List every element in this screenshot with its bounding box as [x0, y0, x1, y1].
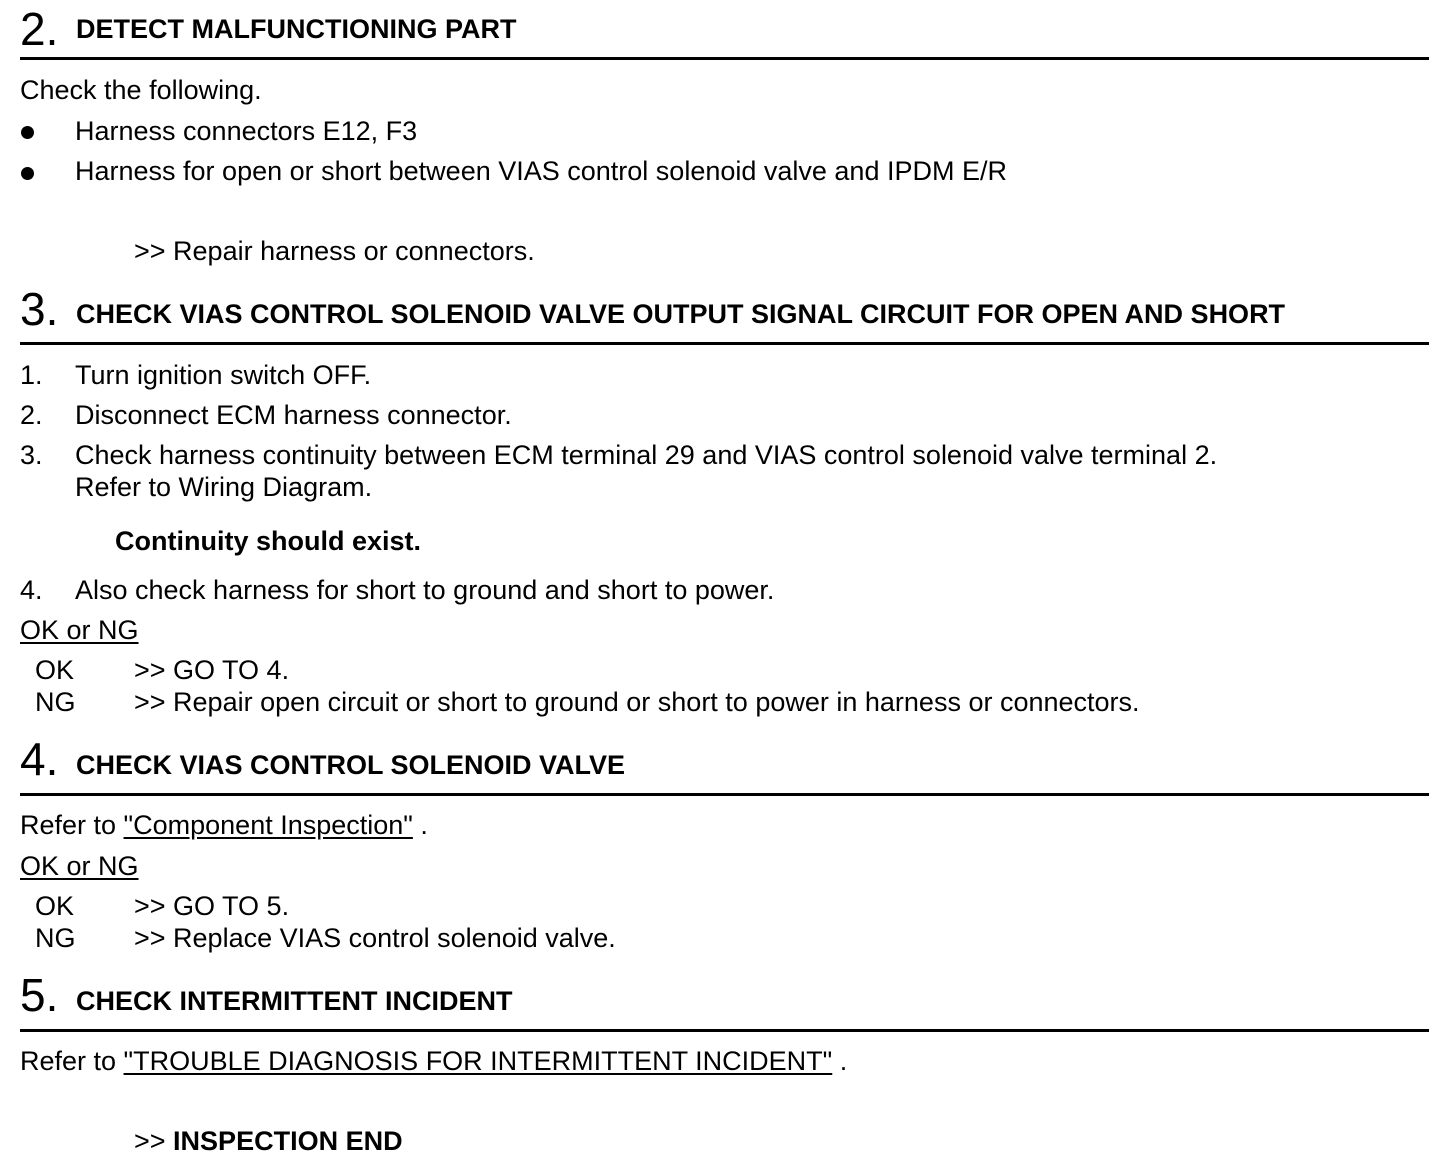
step-3-item-3-number: 3. — [20, 440, 43, 470]
step-3-item-4-number: 4. — [20, 575, 43, 605]
step-4-ng-label: NG — [35, 923, 76, 953]
step-4-refer-suffix: . — [412, 810, 428, 840]
step-3-divider — [20, 342, 1429, 345]
step-4-divider — [20, 793, 1429, 796]
step-2-action: >> Repair harness or connectors. — [134, 236, 535, 266]
step-4-reference — [20, 810, 428, 840]
step-4-ok-action: >> GO TO 5. — [134, 891, 290, 921]
bullet-icon — [21, 167, 34, 180]
step-4-number: 4. — [20, 733, 59, 785]
step-3-spec: Continuity should exist. — [115, 526, 422, 556]
step-3-ng-label: NG — [35, 687, 76, 717]
step-4-refer-prefix: Refer to — [20, 810, 124, 840]
step-2-divider — [20, 57, 1429, 60]
step-5-refer-suffix: . — [832, 1046, 848, 1076]
step-5-title: CHECK INTERMITTENT INCIDENT — [76, 986, 513, 1016]
step-5-refer-prefix: Refer to — [20, 1046, 124, 1076]
step-4-ok-label: OK — [35, 891, 75, 921]
component-inspection-link[interactable]: "Component Inspection" — [123, 810, 413, 840]
step-5-reference — [20, 1046, 847, 1076]
step-3-result-label: OK or NG — [20, 615, 139, 645]
step-2-title: DETECT MALFUNCTIONING PART — [76, 14, 517, 44]
step-3-item-2-text: Disconnect ECM harness connector. — [75, 400, 512, 430]
step-3-item-4-text: Also check harness for short to ground and short to power. — [75, 575, 775, 605]
step-5-number: 5. — [20, 969, 59, 1021]
step-3-ok-action: >> GO TO 4. — [134, 655, 290, 685]
step-4-title: CHECK VIAS CONTROL SOLENOID VALVE — [76, 750, 626, 780]
inspection-end-text: INSPECTION END — [173, 1126, 403, 1156]
step-2-bullet-1: Harness connectors E12, F3 — [75, 116, 418, 146]
step-3-item-1-text: Turn ignition switch OFF. — [75, 360, 372, 390]
step-3-number: 3. — [20, 283, 59, 335]
step-4-result-label: OK or NG — [20, 851, 139, 881]
step-5-divider — [20, 1029, 1429, 1032]
intermittent-incident-link[interactable]: "TROUBLE DIAGNOSIS FOR INTERMITTENT INCIDENT" — [123, 1046, 833, 1076]
step-3-item-1-number: 1. — [20, 360, 43, 390]
step-3-item-2-number: 2. — [20, 400, 43, 430]
step-3-item-3-note: Refer to Wiring Diagram. — [75, 472, 373, 502]
step-3-ng-action: >> Repair open circuit or short to ground or short to power in harness or connectors. — [134, 687, 1140, 717]
step-2-number: 2. — [20, 3, 59, 55]
step-2-intro: Check the following. — [20, 75, 262, 105]
inspection-end-arrow: >> — [134, 1126, 174, 1156]
step-4-ng-action: >> Replace VIAS control solenoid valve. — [134, 923, 616, 953]
step-3-title: CHECK VIAS CONTROL SOLENOID VALVE OUTPUT SIGNAL CIRCUIT FOR OPEN AND SHORT — [76, 299, 1286, 329]
bullet-icon — [21, 126, 34, 139]
inspection-end — [134, 1126, 403, 1156]
step-2-bullet-2: Harness for open or short between VIAS control solenoid valve and IPDM E/R — [75, 156, 1007, 186]
step-3-ok-label: OK — [35, 655, 75, 685]
step-3-item-3-text: Check harness continuity between ECM terminal 29 and VIAS control solenoid valve terminal 2. — [75, 440, 1218, 470]
